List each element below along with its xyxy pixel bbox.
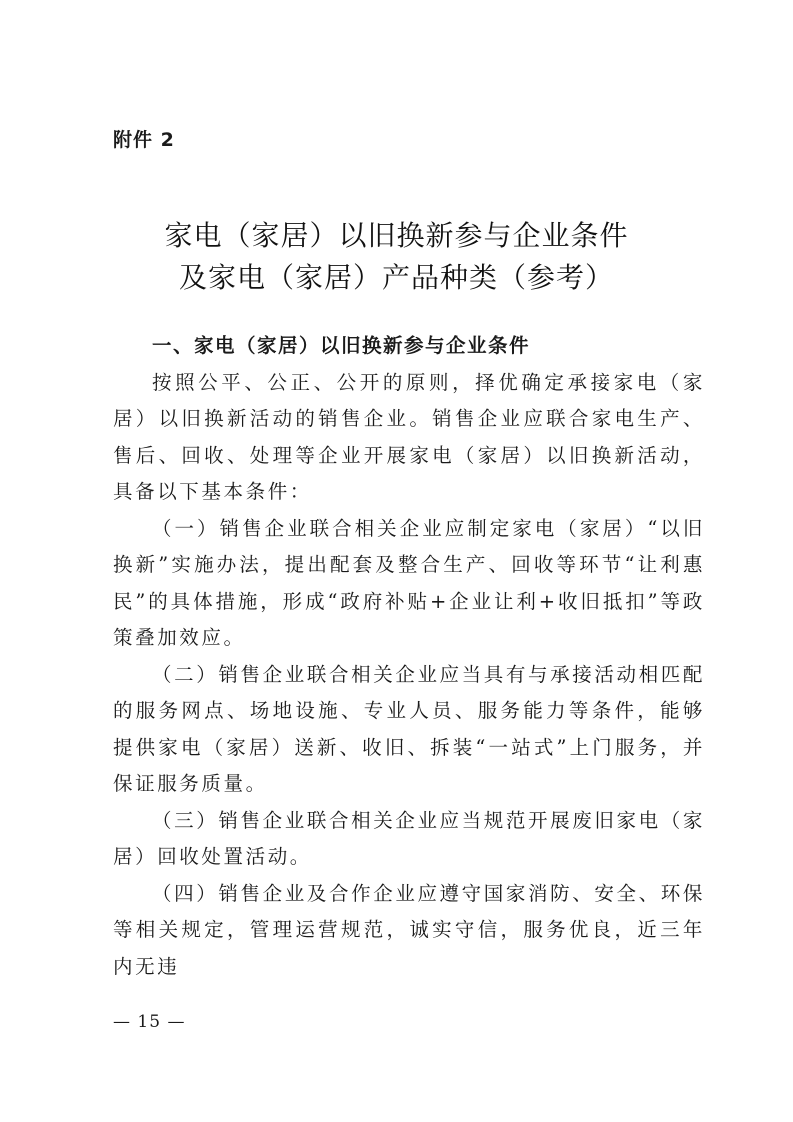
page-number: — 15 — (113, 1012, 186, 1032)
document-body (113, 328, 705, 985)
section-heading: 一、家电（家居）以旧换新参与企业条件 (152, 334, 531, 357)
paragraph-intro: 按照公平、公正、公开的原则，择优确定承接家电（家居）以旧换新活动的销售企业。销售企业应联合家电生产、售后、回收、处理等企业开展家电（家居）以旧换新活动，具备以下基本条件： (113, 370, 705, 503)
paragraph-item-4: （四）销售企业及合作企业应遵守国家消防、安全、环保等相关规定，管理运营规范，诚实守信，服务优良，近三年内无违 (113, 881, 705, 978)
paragraph-item-3: （三）销售企业联合相关企业应当规范开展废旧家电（家居）回收处置活动。 (113, 808, 705, 868)
document-title-line-2: 及家电（家居）产品种类（参考） (178, 261, 614, 294)
paragraph-item-2: （二）销售企业联合相关企业应当具有与承接活动相匹配的服务网点、场地设施、专业人员、服务能力等条件，能够提供家电（家居）送新、收旧、拆装“一站式”上门服务，并保证服务质量。 (113, 662, 705, 795)
document-title-line-1: 家电（家居）以旧换新参与企业条件 (164, 219, 629, 252)
paragraph-item-1: （一）销售企业联合相关企业应制定家电（家居）“以旧换新”实施办法，提出配套及整合生产、回收等环节“让利惠民”的具体措施，形成“政府补贴+企业让利+收旧抵扣”等政策叠加效应。 (113, 516, 705, 649)
attachment-label: 附件 2 (113, 129, 175, 151)
